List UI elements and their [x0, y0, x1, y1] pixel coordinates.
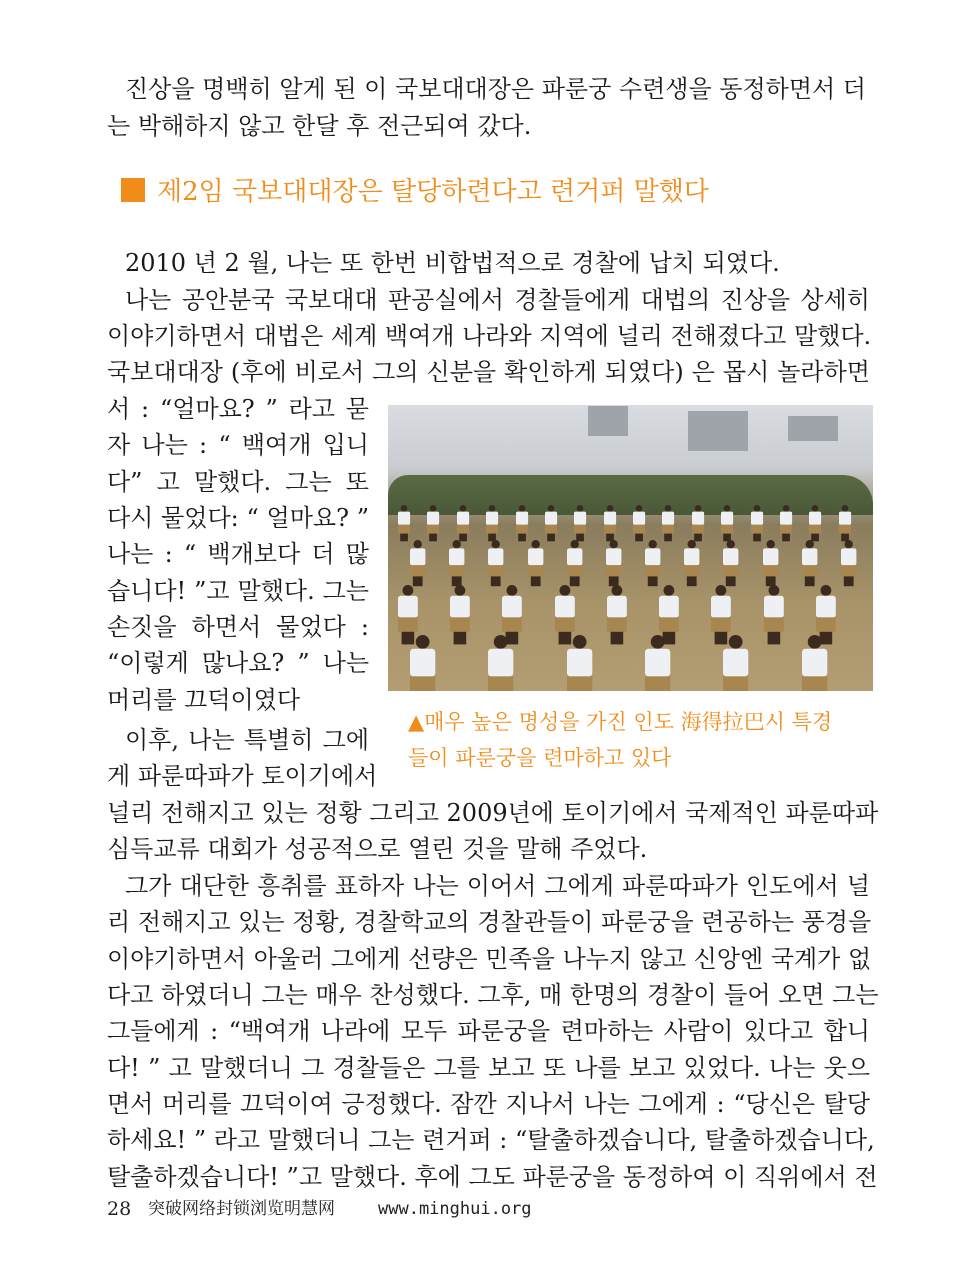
person-figure	[567, 635, 592, 691]
exercise-photo	[388, 405, 873, 691]
person-figure	[809, 505, 821, 541]
text-line: 서 : “얼마요? ” 라고 묻	[107, 395, 369, 423]
text-line: 는 박해하지 않고 한달 후 전근되여 갔다.	[107, 112, 532, 140]
person-figure	[841, 540, 856, 586]
person-figure	[764, 585, 784, 644]
text-line: 습니다! ”고 말했다. 그는	[107, 577, 369, 605]
text-line: 게 파룬따파가 토이기에서	[107, 762, 378, 790]
text-line: 나는 공안분국 국보대대 판공실에서 경찰들에게 대법의 진상을 상세히	[125, 286, 870, 314]
text-line: 심득교류 대회가 성공적으로 열린 것을 말해 주었다.	[107, 835, 648, 863]
text-line: 국보대대장 (후에 비로서 그의 신분을 확인하게 되였다) 은 몹시 놀라하면	[107, 358, 870, 386]
person-figure	[802, 635, 827, 691]
text-line: 탈출하겠습니다! ”고 말했다. 후에 그도 파룬궁을 동정하여 이 직위에서 전	[107, 1163, 878, 1191]
person-figure	[721, 505, 733, 541]
person-figure	[410, 635, 435, 691]
person-figure	[684, 540, 699, 586]
person-figure	[802, 540, 817, 586]
text-line: 이야기하면서 대법은 세계 백여개 나라와 지역에 널리 전해졌다고 말했다.	[107, 322, 872, 350]
person-figure	[662, 505, 674, 541]
text-line: 이후, 나는 특별히 그에	[125, 726, 369, 754]
person-figure	[633, 505, 645, 541]
person-figure	[606, 540, 621, 586]
person-figure	[516, 505, 528, 541]
person-figure	[607, 585, 627, 644]
text-line: 그가 대단한 흥취를 표하자 나는 이어서 그에게 파룬따파가 인도에서 널	[125, 872, 870, 900]
text-line: 자 나는 : “ 백여개 입니	[107, 431, 369, 459]
person-figure	[763, 540, 778, 586]
person-figure	[567, 540, 582, 586]
person-figure	[457, 505, 469, 541]
person-figure	[604, 505, 616, 541]
person-figure	[450, 585, 470, 644]
person-figure	[410, 540, 425, 586]
orange-square-icon	[121, 178, 145, 202]
person-figure	[486, 505, 498, 541]
person-figure	[528, 540, 543, 586]
photo-caption: 들이 파룬궁을 련마하고 있다	[408, 746, 672, 770]
person-figure	[645, 635, 670, 691]
section-heading-text: 제2임 국보대대장은 탈당하련다고 련거퍼 말했다	[157, 177, 709, 207]
text-line: 면서 머리를 끄덕이여 긍정했다. 잠깐 지나서 나는 그에게 : “당신은 탈당	[107, 1090, 870, 1118]
person-figure	[751, 505, 763, 541]
text-line: 하세요! ” 라고 말했더니 그는 련거퍼 : “탈출하겠습니다, 탈출하겠습니다,	[107, 1126, 875, 1154]
person-figure	[692, 505, 704, 541]
text-line: 그들에게 : “백여개 나라에 모두 파룬궁을 련마하는 사람이 있다고 합니	[107, 1017, 870, 1045]
section-heading	[121, 172, 709, 212]
text-line: 손짓을 하면서 물었다 :	[107, 613, 369, 641]
person-figure	[574, 505, 586, 541]
text-line: 이야기하면서 아울러 그에게 선량은 민족을 나누지 않고 신앙엔 국계가 없	[107, 945, 872, 973]
text-line: 진상을 명백히 알게 된 이 국보대대장은 파룬궁 수련생을 동정하면서 더	[125, 75, 866, 103]
person-figure	[449, 540, 464, 586]
footer-slogan: 突破网络封锁浏览明慧网	[148, 1199, 335, 1219]
person-figure	[427, 505, 439, 541]
text-line: 다고 하였더니 그는 매우 찬성했다. 그후, 매 한명의 경찰이 들어 오면 그는	[107, 981, 879, 1009]
person-figure	[545, 505, 557, 541]
text-line: 리 전해지고 있는 정황, 경찰학교의 경찰관들이 파룬궁을 련공하는 풍경을	[107, 908, 872, 936]
text-line: 2010 년 2 월, 나는 또 한번 비합법적으로 경찰에 납치 되였다.	[125, 249, 780, 277]
text-line: 널리 전해지고 있는 정황 그리고 2009년에 토이기에서 국제적인 파룬따파	[107, 799, 879, 827]
text-line: “이렇게 많나요? ” 나는	[107, 649, 369, 677]
person-figure	[488, 635, 513, 691]
person-figure	[645, 540, 660, 586]
person-figure	[723, 540, 738, 586]
text-line: 다시 물었다: “ 얼마요? ”	[107, 504, 369, 532]
footer-url: www.minghui.org	[378, 1199, 532, 1219]
text-line: 다! ” 고 말했더니 그 경찰들은 그를 보고 또 나를 보고 있었다. 나는 웃으	[107, 1054, 870, 1082]
text-line: 다” 고 말했다. 그는 또	[107, 468, 369, 496]
page-number: 28	[107, 1198, 132, 1220]
person-figure	[723, 635, 748, 691]
person-figure	[780, 505, 792, 541]
text-line: 머리를 끄덕이였다	[107, 686, 301, 714]
person-figure	[839, 505, 851, 541]
photo-caption: ▲매우 높은 명성을 가진 인도 海得拉巴시 특경	[408, 710, 833, 734]
person-figure	[398, 505, 410, 541]
text-line: 나는 : “ 백개보다 더 많	[107, 540, 369, 568]
person-figure	[488, 540, 503, 586]
